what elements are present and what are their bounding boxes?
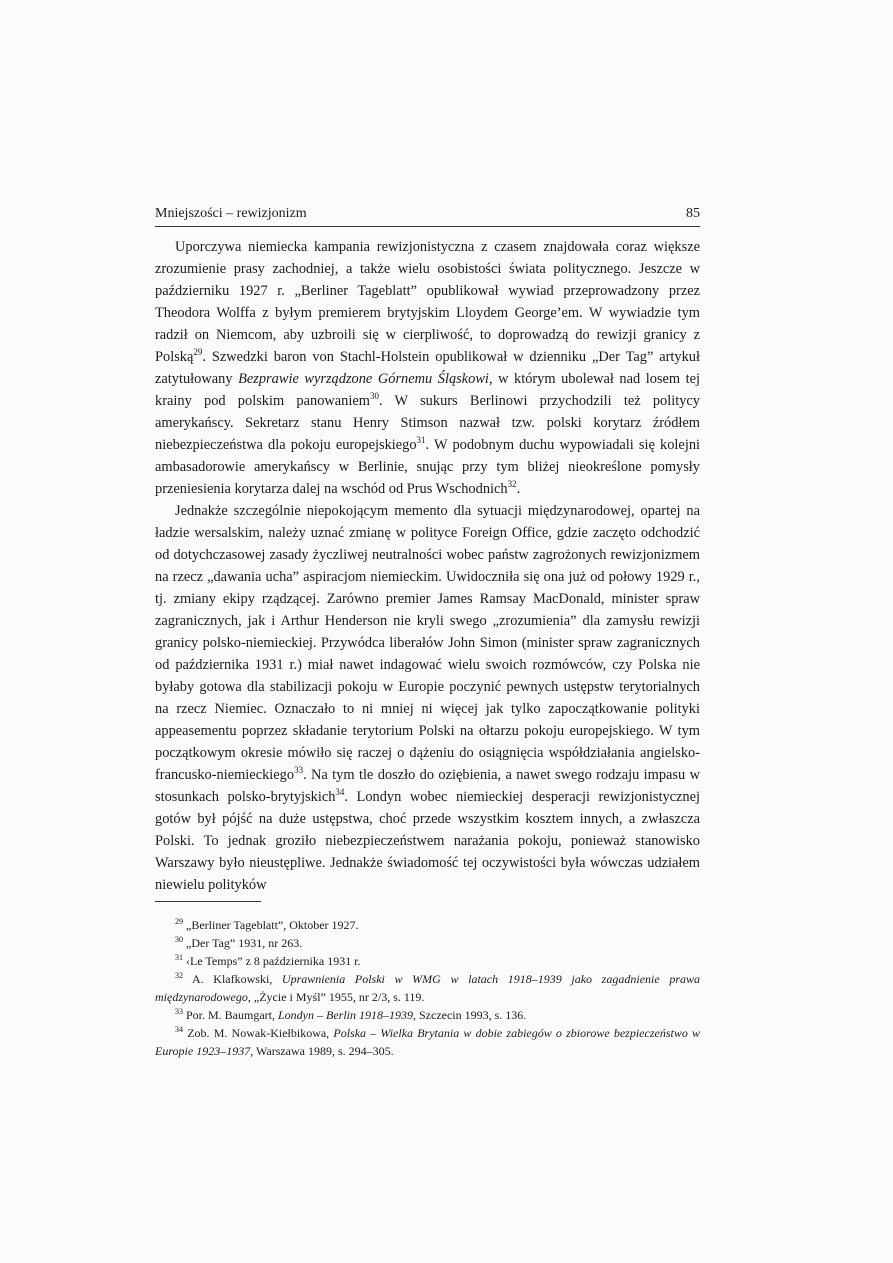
- work-title: Bezprawie wyrządzone Górnemu Śląskowi: [238, 371, 489, 387]
- footnote-30: [155, 934, 700, 952]
- footnote-number: 34: [175, 1025, 183, 1034]
- text-run: , w którym ubolewał nad losem tej krainy pod polskim panowaniem: [155, 371, 701, 409]
- text-run: Jednakże szczególnie niepokojącym memento dla sytuacji międzynarodowej, opartej na ładzie wersalskim, należy uznać zmianę w polityce Foreign Office, gdzie zaczęto odchodzić od dotychczasowej zasady życzliwej neutralności wobec państw zagrożonych rewizjonizmem na rzecz „dawania ucha” aspiracjom niemieckim. Uwidoczniła się ona już od połowy 1929 r., tj. zmiany ekipy rządzącej. Zarówno premier James Ramsay MacDonald, minister spraw zagranicznych, jak i Arthur Henderson nie kryli swego „zrozumienia” dla zamysłu rewizji granicy polsko-niemieckiej. Przywódca liberałów John Simon (minister spraw zagranicznych od października 1931 r.) miał nawet indagować wielu swoich rozmówców, czy Polska nie byłaby gotowa dla stabilizacji pokoju w Europie poczynić pewnych ustępstw terytorialnych na rzecz Niemiec. Oznaczało to ni mniej ni więcej jak tylko zapoczątkowanie polityki appeasementu poprzez składanie terytorium Polski na ołtarzu pokoju europejskiego. W tym początkowym okresie mówiło się raczej o dążeniu do osiągnięcia współdziałania angielsko-francusko-niemieckiego: [155, 503, 700, 783]
- footnote-text: Zob. M. Nowak-Kiełbikowa,: [187, 1026, 334, 1040]
- footnote-34: [155, 1024, 700, 1060]
- footnote-ref-32: 32: [507, 479, 517, 490]
- footnote-number: 31: [175, 953, 183, 962]
- footnote-text: , Warszawa 1989, s. 294–305.: [250, 1044, 394, 1058]
- text-run: .: [516, 481, 521, 497]
- running-title: Mniejszości – rewizjonizm: [155, 206, 307, 221]
- footnote-ref-33: 33: [294, 765, 304, 776]
- text-run: . Londyn wobec niemieckiej desperacji rewizjonistycznej gotów był pójść na duże ustępstwa, choć przede wszystkim kosztem innych, a zwłaszcza Polski. To jednak groziło niebezpieczeństwem narażania pokoju, ponieważ stanowisko Warszawy było nieustępliwe. Jednakże świadomość tej oczywistości była wówczas udziałem niewielu polityków: [155, 789, 700, 893]
- text-run: . Szwedzki baron von Stachl-Holstein opublikował w dzienniku „Der Tag” artykuł zatytułowany: [155, 349, 700, 387]
- footnote-text: „Berliner Tageblatt”, Oktober 1927.: [186, 918, 359, 932]
- main-text: [155, 236, 700, 896]
- footnote-text: , Szczecin 1993, s. 136.: [413, 1008, 527, 1022]
- footnote-text: Por. M. Baumgart,: [186, 1008, 278, 1022]
- footnote-text: A. Klafkowski,: [191, 972, 282, 986]
- running-header: [155, 205, 700, 227]
- footnote-31: [155, 952, 700, 970]
- footnote-text: ‹Le Temps” z 8 października 1931 r.: [186, 954, 361, 968]
- footnote-number: 30: [175, 935, 183, 944]
- cited-title: Londyn – Berlin 1918–1939: [278, 1008, 413, 1022]
- text-run: . W podobnym duchu wypowiadali się kolejni ambasadorowie amerykańscy w Berlinie, snując przy tym bliżej nieokreślone pomysły przeniesienia korytarza dalej na wschód od Prus Wschodnich: [155, 437, 701, 497]
- text-run: Uporczywa niemiecka kampania rewizjonistyczna z czasem znajdowała coraz większe zrozumienie prasy zachodniej, a także wielu osobistości świata politycznego. Jeszcze w październiku 1927 r. „Berliner Tageblatt” opublikował wywiad przeprowadzony przez Theodora Wolffa z byłym premierem brytyjskim Lloydem George’em. W wywiadzie tym radził on Niemcom, aby uzbroili się w cierpliwość, to doprowadzą do rewizji granicy z Polską: [155, 239, 700, 365]
- footnote-ref-34: 34: [335, 787, 345, 798]
- footnote-separator: [155, 901, 261, 902]
- footnote-ref-30: 30: [369, 391, 379, 402]
- page-number: 85: [686, 206, 700, 221]
- footnote-text: „Der Tag” 1931, nr 263.: [186, 936, 303, 950]
- footnote-32: [155, 970, 700, 1006]
- footnotes: [155, 916, 700, 1060]
- footnote-number: 32: [175, 971, 183, 980]
- footnote-ref-29: 29: [193, 347, 203, 358]
- paragraph-2: [155, 500, 700, 896]
- footnote-29: [155, 916, 700, 934]
- footnote-number: 33: [175, 1007, 183, 1016]
- paragraph-1: [155, 236, 700, 500]
- footnote-number: 29: [175, 917, 183, 926]
- book-page: [155, 205, 700, 1060]
- cited-title: Uprawnienia Polski w WMG w latach 1918–1939 jako zagadnienie prawa międzynarodowego: [155, 972, 700, 1004]
- footnote-33: [155, 1006, 700, 1024]
- footnote-text: , „Życie i Myśl” 1955, nr 2/3, s. 119.: [247, 990, 425, 1004]
- cited-title: Polska – Wielka Brytania w dobie zabiegów o zbiorowe bezpieczeństwo w Europie 1923–1937: [155, 1026, 701, 1058]
- footnote-ref-31: 31: [416, 435, 426, 446]
- text-run: . Na tym tle doszło do oziębienia, a nawet swego rodzaju impasu w stosunkach polsko-brytyjskich: [155, 767, 700, 805]
- text-run: . W sukurs Berlinowi przychodzili też politycy amerykańscy. Sekretarz stanu Henry Stimson nazwał tzw. polski korytarz źródłem niebezpieczeństwa dla pokoju europejskiego: [155, 393, 700, 453]
